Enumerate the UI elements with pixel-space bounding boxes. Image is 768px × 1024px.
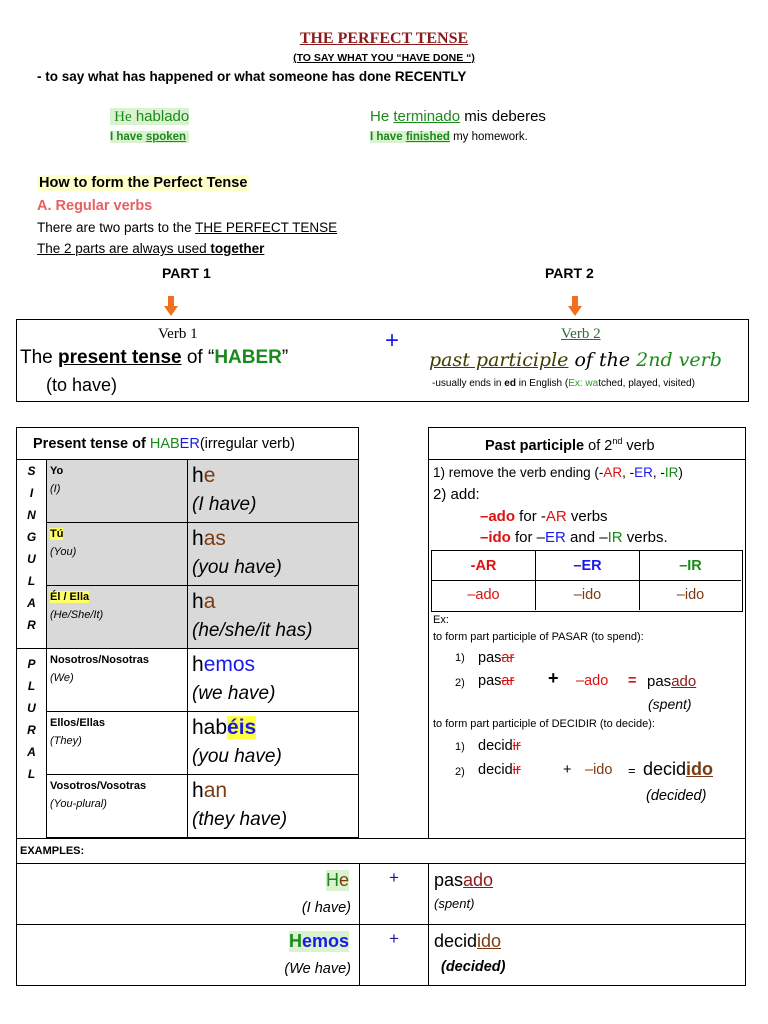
pasar-step1-num: 1) bbox=[455, 652, 465, 664]
decidir-step2-num: 2) bbox=[455, 766, 465, 778]
decidir-result-stem: decid bbox=[643, 759, 687, 779]
pp-ado-ending: –ado bbox=[480, 508, 516, 525]
pp-ido-ir: IR bbox=[607, 529, 623, 546]
pronoun-english: (You-plural) bbox=[50, 798, 107, 810]
singular-letter: S bbox=[27, 464, 36, 478]
example-he-hablado bbox=[110, 108, 189, 126]
example2-rest: mis deberes bbox=[460, 108, 546, 125]
pronoun-cell bbox=[46, 711, 188, 775]
example-pp bbox=[434, 870, 493, 891]
ex-label: Ex: bbox=[433, 614, 449, 626]
pp-step1-ir: IR bbox=[664, 465, 679, 480]
haber-translation: (we have) bbox=[192, 683, 276, 704]
plural-letter: L bbox=[27, 767, 36, 781]
verb2-note bbox=[432, 378, 695, 389]
verb2-2nd-verb: 2nd verb bbox=[636, 349, 722, 371]
decidir-step2 bbox=[478, 762, 521, 778]
pp-step1-c: , - bbox=[622, 465, 635, 480]
verb1-text-e: ” bbox=[281, 347, 289, 368]
part2-label: PART 2 bbox=[545, 265, 594, 281]
pp-ido-f: verbs. bbox=[622, 529, 668, 546]
singular-letter: N bbox=[27, 508, 36, 522]
plural-letter: U bbox=[27, 701, 36, 715]
example-plus: + bbox=[389, 868, 399, 887]
verb2-description bbox=[429, 349, 722, 371]
dec1-end: ir bbox=[512, 738, 521, 754]
singular-vertical-label bbox=[17, 464, 46, 640]
example-pp bbox=[434, 931, 501, 952]
example-aux-ending: e bbox=[338, 870, 349, 890]
pronoun: Vosotros/Vosotras bbox=[50, 780, 147, 792]
ending-er-header: –ER bbox=[536, 551, 640, 581]
decidir-plus: + bbox=[563, 762, 572, 778]
plural-vertical-label bbox=[17, 657, 46, 789]
ending-ado: –ado bbox=[432, 581, 536, 610]
decidir-equals: = bbox=[628, 763, 636, 778]
example-pp-stem: decid bbox=[434, 931, 478, 951]
pronoun: Nosotros/Nosotras bbox=[50, 654, 150, 666]
haber-ending: emos bbox=[203, 653, 256, 676]
verb1-haber: HABER bbox=[214, 347, 282, 368]
together-text: The 2 parts are always used bbox=[37, 241, 211, 256]
verb2-note-e: tched, played, visited) bbox=[598, 378, 695, 389]
pp-step1 bbox=[433, 465, 683, 480]
ending-ar-header: -AR bbox=[432, 551, 536, 581]
singular-letter: G bbox=[26, 530, 37, 544]
example2-verb: terminado bbox=[393, 108, 461, 125]
pp-step1-ar: AR bbox=[603, 465, 623, 480]
haber-ending: a bbox=[203, 590, 216, 613]
example2-translation bbox=[370, 131, 528, 143]
example-plus-cell bbox=[359, 863, 429, 925]
page-subtitle: (TO SAY WHAT YOU “HAVE DONE “) bbox=[293, 52, 475, 64]
haber-stem: h bbox=[192, 464, 204, 487]
example-aux-ending: emos bbox=[301, 931, 349, 951]
pp-table-header bbox=[428, 427, 746, 460]
pp-step1-g: ) bbox=[678, 465, 683, 480]
pp-ido-b: for – bbox=[510, 529, 546, 546]
decidir-result-ending: ido bbox=[686, 759, 714, 779]
pasar-equals: = bbox=[628, 673, 637, 689]
haber-stem: hab bbox=[192, 716, 228, 739]
pasar-step1 bbox=[478, 650, 514, 666]
example2-eng2: finished bbox=[405, 131, 450, 143]
pasar-step2 bbox=[478, 673, 514, 689]
example-pp-cell bbox=[428, 863, 746, 925]
howto-heading: How to form the Perfect Tense bbox=[39, 175, 248, 191]
pronoun: Yo bbox=[50, 465, 64, 477]
plus-sign: + bbox=[385, 327, 400, 354]
haber-form bbox=[192, 464, 215, 488]
example-pp-stem: pas bbox=[434, 870, 464, 890]
decidir-step1 bbox=[478, 738, 521, 754]
ending-ir-header: –IR bbox=[640, 551, 741, 581]
pronoun-english: (You) bbox=[50, 546, 77, 558]
pp-header-b: of 2 bbox=[584, 437, 613, 454]
decidir-ido: –ido bbox=[585, 762, 613, 778]
haber-header-d: (irregular verb) bbox=[199, 436, 295, 452]
pronoun-cell bbox=[46, 774, 188, 838]
singular-label-cell bbox=[16, 459, 47, 649]
haber-table-header bbox=[16, 427, 359, 460]
part1-label: PART 1 bbox=[162, 265, 211, 281]
haber-header-b: HAB bbox=[149, 436, 180, 452]
haber-form bbox=[192, 527, 226, 551]
plural-letter: L bbox=[27, 679, 36, 693]
example-pp-ending: ado bbox=[463, 870, 494, 890]
pp-ido-er: ER bbox=[545, 529, 566, 546]
haber-header-text bbox=[33, 436, 295, 452]
singular-letter: I bbox=[29, 486, 34, 500]
example-plus: + bbox=[389, 929, 399, 948]
haber-ending: an bbox=[203, 779, 228, 802]
pronoun: Ellos/Ellas bbox=[50, 717, 106, 729]
haber-stem: h bbox=[192, 527, 204, 550]
haber-form bbox=[192, 779, 227, 803]
pasar-ado: –ado bbox=[576, 673, 609, 689]
pronoun: Tú bbox=[50, 528, 64, 540]
haber-translation: (they have) bbox=[192, 809, 288, 830]
haber-translation: (I have) bbox=[192, 494, 257, 515]
haber-form-cell bbox=[187, 774, 359, 838]
decidir-result bbox=[643, 759, 713, 780]
examples-header bbox=[16, 838, 746, 864]
two-parts-line bbox=[37, 220, 337, 235]
pronoun-english: (He/She/It) bbox=[50, 609, 104, 621]
pasar-result-ending: ado bbox=[671, 673, 697, 690]
pasar-intro: to form part participle of PASAR (to spend): bbox=[433, 631, 644, 643]
verb2-note-d: Ex: wa bbox=[568, 378, 599, 389]
haber-form bbox=[192, 716, 256, 740]
decidir-intro: to form part participle of DECIDIR (to decide): bbox=[433, 718, 655, 730]
pasar2-end: ar bbox=[501, 673, 515, 689]
haber-form bbox=[192, 653, 255, 677]
part2-arrow-icon bbox=[567, 295, 583, 317]
plural-label-cell bbox=[16, 648, 47, 839]
haber-translation: (you have) bbox=[192, 557, 282, 578]
example-aux-cell bbox=[16, 863, 360, 925]
pp-ado-ar: AR bbox=[545, 508, 567, 525]
pasar2-stem: pas bbox=[478, 673, 502, 689]
example-aux bbox=[289, 931, 349, 952]
dec2-stem: decid bbox=[478, 762, 513, 778]
regular-verbs-heading: A. Regular verbs bbox=[37, 198, 153, 214]
pronoun-english: (I) bbox=[50, 483, 61, 495]
dec2-end: ir bbox=[512, 762, 521, 778]
example1-he: He bbox=[114, 109, 132, 125]
example2-eng1: I have bbox=[370, 131, 406, 143]
verb1-subtext: (to have) bbox=[46, 375, 118, 395]
verb1-text-c: of “ bbox=[181, 347, 215, 368]
verb2-note-b: ed bbox=[504, 378, 516, 389]
example1-translation bbox=[110, 131, 189, 143]
haber-form-cell bbox=[187, 522, 359, 586]
pasar1-end: ar bbox=[501, 650, 515, 666]
pasar-step2-num: 2) bbox=[455, 677, 465, 689]
example-pp-translation: (spent) bbox=[434, 896, 475, 911]
pp-ido-d: and – bbox=[565, 529, 608, 546]
verb2-note-c: in English ( bbox=[515, 378, 569, 389]
example-pp-translation: (decided) bbox=[441, 959, 506, 975]
example-aux-translation: (I have) bbox=[301, 900, 351, 916]
two-parts-text: There are two parts to the bbox=[37, 220, 196, 235]
example1-verb: hablado bbox=[135, 108, 190, 125]
pasar-translation: (spent) bbox=[648, 696, 692, 712]
dec1-stem: decid bbox=[478, 738, 513, 754]
haber-stem: h bbox=[192, 779, 204, 802]
pronoun-cell bbox=[46, 648, 188, 712]
haber-translation: (he/she/it has) bbox=[192, 620, 313, 641]
haber-ending: e bbox=[203, 464, 216, 487]
verb2-text-b: of the bbox=[568, 349, 637, 371]
pp-ado-b: for - bbox=[515, 508, 546, 525]
example-pp-ending: ido bbox=[477, 931, 502, 951]
example-aux-stem: H bbox=[288, 931, 302, 951]
example-aux-stem: H bbox=[325, 870, 339, 890]
pp-step2: 2) add: bbox=[433, 486, 480, 503]
haber-header-c: ER bbox=[179, 436, 200, 452]
decidir-translation: (decided) bbox=[646, 788, 707, 804]
verb1-label: Verb 1 bbox=[158, 326, 198, 342]
intro-text: - to say what has happened or what someone has done RECENTLY bbox=[37, 69, 467, 84]
pp-ado-rule bbox=[480, 508, 608, 525]
haber-ending: éis bbox=[227, 716, 257, 739]
example-aux bbox=[326, 870, 349, 891]
plural-letter: A bbox=[27, 745, 36, 759]
verb2-label: Verb 2 bbox=[561, 326, 601, 342]
pronoun-english: (We) bbox=[50, 672, 74, 684]
example-aux-translation: (We have) bbox=[284, 961, 351, 977]
verb1-text-a: The bbox=[20, 347, 59, 368]
example1-eng1: I have bbox=[110, 131, 146, 143]
haber-header-a: Present tense of bbox=[33, 436, 150, 452]
pp-ido-rule bbox=[480, 529, 668, 546]
pasar1-stem: pas bbox=[478, 650, 502, 666]
example-plus-cell bbox=[359, 924, 429, 986]
pp-header-a: Past participle bbox=[485, 437, 585, 454]
examples-label: EXAMPLES: bbox=[20, 845, 85, 857]
example2-eng3: my homework. bbox=[449, 131, 528, 143]
haber-stem: h bbox=[192, 590, 204, 613]
haber-translation: (you have) bbox=[192, 746, 282, 767]
two-parts-emph: THE PERFECT TENSE bbox=[195, 220, 338, 235]
ending-ido-er: –ido bbox=[536, 581, 640, 610]
pronoun-cell bbox=[46, 522, 188, 586]
pp-step1-er: ER bbox=[634, 465, 653, 480]
haber-stem: h bbox=[192, 653, 204, 676]
pp-header-text bbox=[485, 436, 655, 454]
haber-form-cell bbox=[187, 711, 359, 775]
verb2-note-a: -usually ends in bbox=[432, 378, 505, 389]
pp-header-d: verb bbox=[622, 437, 655, 454]
haber-form bbox=[192, 590, 215, 614]
pronoun-cell bbox=[46, 459, 188, 523]
verb2-past-participle: past participle bbox=[429, 349, 569, 371]
example-he-terminado bbox=[370, 108, 546, 125]
haber-form-cell bbox=[187, 648, 359, 712]
decidir-step1-num: 1) bbox=[455, 741, 465, 753]
ending-ido-ir: –ido bbox=[676, 587, 705, 603]
part1-arrow-icon bbox=[163, 295, 179, 317]
verb1-text-b: present tense bbox=[58, 347, 182, 368]
together-line bbox=[37, 241, 264, 256]
pasar-plus: + bbox=[548, 668, 559, 688]
endings-table bbox=[431, 550, 743, 612]
pp-step1-a: 1) remove the verb ending (- bbox=[433, 465, 604, 480]
singular-letter: U bbox=[27, 552, 36, 566]
example1-eng2: spoken bbox=[145, 131, 187, 143]
pasar-result-stem: pas bbox=[647, 673, 672, 690]
plural-letter: R bbox=[27, 723, 36, 737]
pp-step1-e: , - bbox=[652, 465, 665, 480]
page-title: THE PERFECT TENSE bbox=[299, 30, 469, 47]
plural-letter: P bbox=[27, 657, 36, 671]
haber-ending: as bbox=[203, 527, 226, 550]
haber-form-cell bbox=[187, 459, 359, 523]
singular-letter: A bbox=[27, 596, 36, 610]
example-aux-cell bbox=[16, 924, 360, 986]
singular-letter: L bbox=[27, 574, 36, 588]
example-pp-cell bbox=[428, 924, 746, 986]
pp-ado-d: verbs bbox=[566, 508, 608, 525]
singular-letter: R bbox=[27, 618, 36, 632]
haber-form-cell bbox=[187, 585, 359, 649]
together-emph: together bbox=[210, 241, 265, 256]
pasar-result bbox=[647, 673, 696, 690]
example2-he: He bbox=[370, 108, 390, 125]
pp-header-c: nd bbox=[612, 436, 623, 446]
pp-ido-ending: –ido bbox=[480, 529, 511, 546]
pronoun-cell bbox=[46, 585, 188, 649]
pronoun-english: (They) bbox=[50, 735, 82, 747]
pronoun: Él / Ella bbox=[50, 591, 90, 603]
verb1-description bbox=[20, 347, 288, 369]
